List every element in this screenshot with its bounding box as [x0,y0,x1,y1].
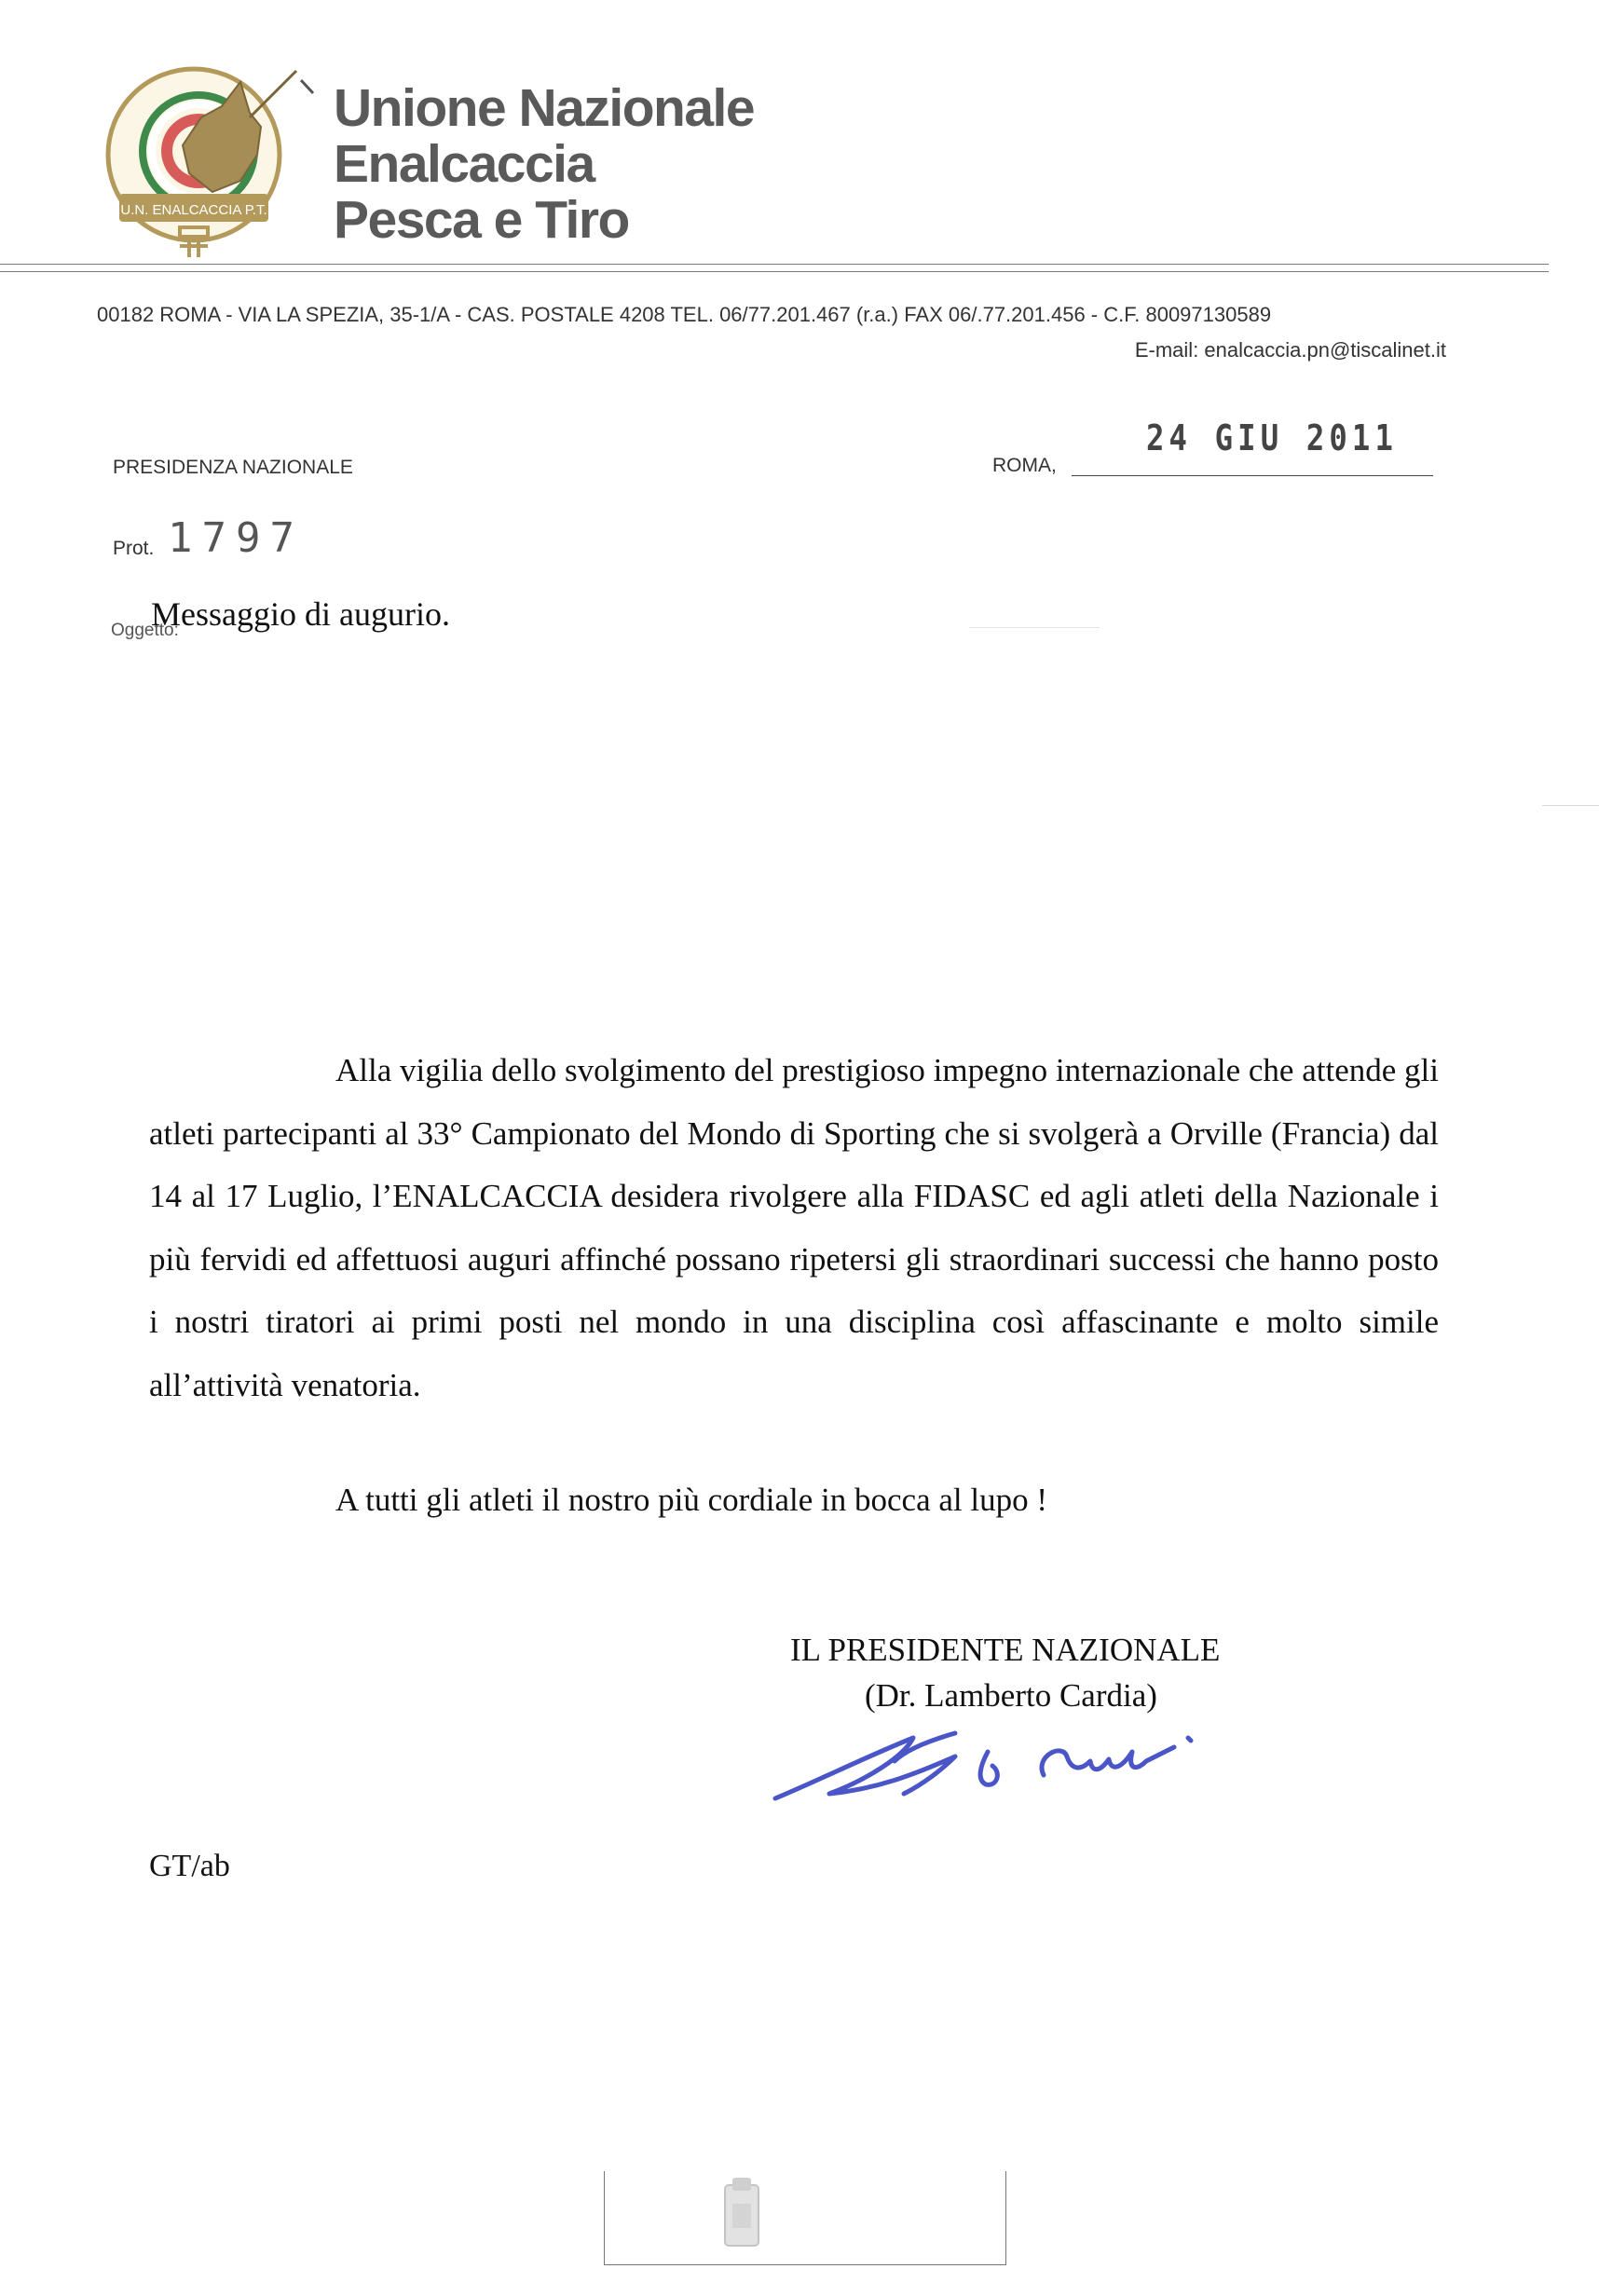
scan-clip-frame [604,2171,1006,2265]
letterhead-rule-top [0,264,1549,265]
subject-text: Messaggio di augurio. [151,595,450,633]
org-address: 00182 ROMA - VIA LA SPEZIA, 35-1/A - CAS. POSTALE 4208 TEL. 06/77.201.467 (r.a.) FAX 06/.77.201.456 - C.F. 80097130589 [97,303,1272,326]
letterhead-rule-bottom [0,271,1549,272]
enalcaccia-logo [101,62,315,266]
signatory-title: IL PRESIDENTE NAZIONALE [790,1632,1221,1668]
prot-label: Prot. [113,538,155,559]
subject-label: Oggetto: [111,621,179,640]
prot-number: 1797 [168,514,304,562]
date-stamp: 24 GIU 2011 [1146,417,1399,458]
date-line [1072,475,1433,476]
closing-line: A tutti gli atleti il nostro più cordiale in bocca al lupo ! [335,1482,1048,1518]
place-label: ROMA, [992,455,1057,476]
logo-text: U.N. ENALCACCIA P.T. [120,202,267,218]
page-edge-mark [1542,805,1599,806]
department-label: PRESIDENZA NAZIONALE [113,457,353,478]
signatory-name: (Dr. Lamberto Cardia) [865,1677,1157,1714]
faint-scan-mark [969,627,1100,628]
org-name-line-2: Enalcaccia [334,134,594,194]
reference-initials: GT/ab [149,1849,230,1883]
body-paragraph: Alla vigilia dello svolgimento del prestigioso impegno internazionale che attende gli atleti partecipanti al 33° Campionato del Mondo di Sporting che si svolgerà a Orville (Francia) dal 14 al 17 Luglio, l’ENALCACCIA desidera rivolgere alla FIDASC ed agli atleti della Nazionale i più fervidi ed affettuosi auguri affinché possano ripetersi gli straordinari successi che hanno posto i nostri tiratori ai primi posti nel mondo in una disciplina così affascinante e molto simile all’attività venatoria. [149,1052,1439,1403]
letter-body [149,1039,1439,1416]
clip-icon [714,2176,770,2255]
org-name-line-3: Pesca e Tiro [334,190,629,250]
logo-emblem [108,69,313,257]
handwritten-signature [764,1705,1267,1817]
org-email: E-mail: enalcaccia.pn@tiscalinet.it [1134,338,1446,362]
org-name-line-1: Unione Nazionale [334,78,755,138]
